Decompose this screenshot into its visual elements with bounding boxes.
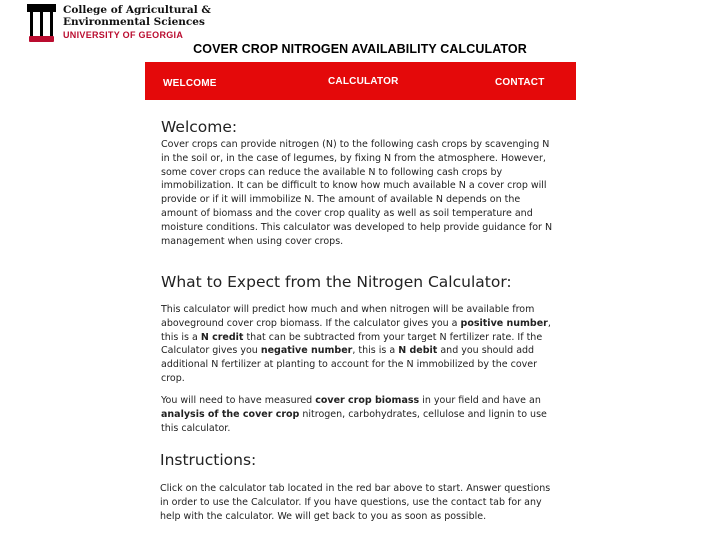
expect-paragraph-1: This calculator will predict how much and when nitrogen will be available from aboveground cover crop biomass. If the calculator gives you a positive number, this is a N credit that can be subtracted from your target N fertilizer rate. If the Calculator gives you negative number, this is a N debit and you should add additional N fertilizer at planting to account for the N immobilized by the cover crop.	[161, 304, 551, 384]
page-title: COVER CROP NITROGEN AVAILABILITY CALCULATOR	[193, 42, 527, 56]
instructions-heading: Instructions:	[160, 451, 257, 469]
expect-paragraph-2: You will need to have measured cover crop biomass in your field and have an analysis of the cover crop nitrogen, carbohydrates, cellulose and lignin to use this calculator.	[161, 395, 547, 434]
nav-welcome-tab[interactable]: WELCOME	[163, 78, 217, 89]
analysis-text: analysis of the cover crop	[161, 408, 300, 420]
logo-line-college: College of Agricultural &	[63, 4, 211, 16]
logo-line-environmental: Environmental Sciences	[63, 16, 205, 28]
nav-calculator-tab[interactable]: CALCULATOR	[328, 76, 399, 87]
expect-heading: What to Expect from the Nitrogen Calculator:	[161, 273, 512, 291]
welcome-paragraph: Cover crops can provide nitrogen (N) to the following cash crops by scavenging N in the soil or, in the case of legumes, by fixing N from the atmosphere. However, some cover crops can reduce the available N to following cash crops by immobilization. It can be difficult to know how much available N a cover crop will provide or if it will immobilize N. The amount of available N depends on the amount of biomass and the cover crop quality as well as soil temperature and moisture conditions. This calculator was developed to help provide guidance for N management when using cover crops.	[161, 139, 553, 247]
cover-crop-biomass-text: cover crop biomass	[315, 395, 420, 406]
arch-logo-icon	[27, 4, 56, 42]
logo-text	[63, 4, 211, 41]
welcome-heading: Welcome:	[161, 118, 238, 136]
nav-contact-tab[interactable]: CONTACT	[495, 77, 545, 88]
logo-line-university: UNIVERSITY OF GEORGIA	[63, 30, 184, 40]
nav-bar	[145, 62, 576, 100]
n-debit-text: N debit	[398, 345, 438, 357]
uga-caes-logo[interactable]	[27, 4, 211, 42]
n-credit-text: N credit	[200, 331, 244, 343]
negative-number-text: negative number	[260, 345, 353, 357]
instructions-paragraph: Click on the calculator tab located in the red bar above to start. Answer questions in order to use the Calculator. If you have questions, use the contact tab for any help with the calculator. We will get back to you as soon as possible.	[160, 483, 551, 522]
positive-number-text: positive number	[460, 317, 548, 329]
